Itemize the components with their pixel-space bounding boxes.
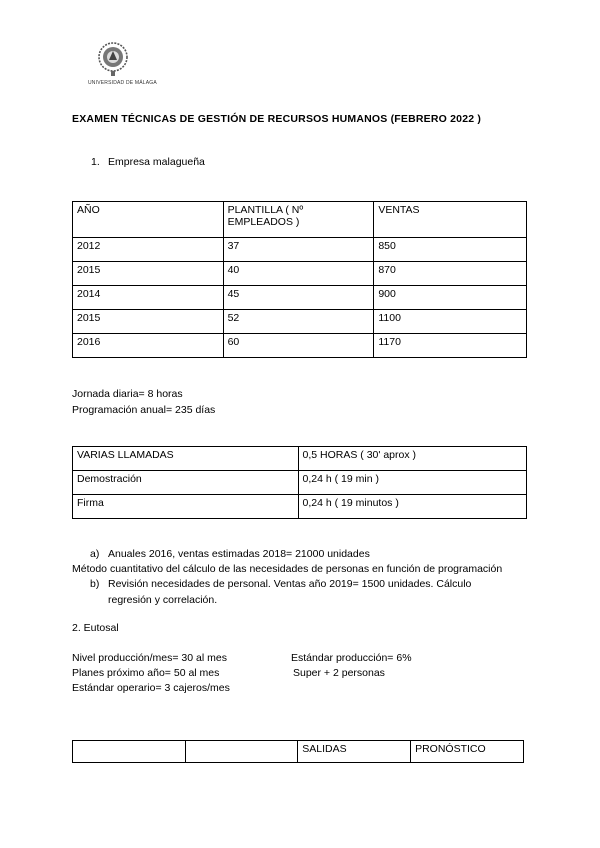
table-cell: 850 <box>374 238 527 262</box>
table-cell: 52 <box>223 310 374 334</box>
table-cell: 2014 <box>73 286 224 310</box>
planes-text: Planes próximo año= 50 al mes <box>72 667 220 679</box>
table-row <box>73 447 527 471</box>
item-b-line1: Revisión necesidades de personal. Ventas año 2019= 1500 unidades. Cálculo <box>108 578 472 590</box>
item-a-label: a) <box>90 548 100 560</box>
table-cell: Demostración <box>73 471 299 495</box>
item-a-text: Anuales 2016, ventas estimadas 2018= 21000 unidades <box>108 548 370 560</box>
super-text: Super + 2 personas <box>293 667 385 679</box>
table-cell: 60 <box>223 334 374 358</box>
table-row <box>73 495 527 519</box>
table-header-row <box>73 741 524 763</box>
table-row <box>73 471 527 495</box>
logo-caption: UNIVERSIDAD DE MÁLAGA <box>88 80 157 86</box>
item-b-label: b) <box>90 578 100 590</box>
estandar-produccion-text: Estándar producción= 6% <box>291 652 412 664</box>
estandar-operario-text: Estándar operario= 3 cajeros/mes <box>72 682 230 694</box>
table-cell: 40 <box>223 262 374 286</box>
programacion-text: Programación anual= 235 días <box>72 404 216 416</box>
table-cell: 0,24 h ( 19 min ) <box>298 471 526 495</box>
table-header-row <box>73 202 527 238</box>
table-cell: 2015 <box>73 310 224 334</box>
table-cell: 2012 <box>73 238 224 262</box>
item-b-line2: regresión y correlación. <box>108 594 218 606</box>
jornada-text: Jornada diaria= 8 horas <box>72 388 183 400</box>
university-seal-icon <box>97 40 129 78</box>
table-cell: 1170 <box>374 334 527 358</box>
table-row <box>73 310 527 334</box>
table-cell: Firma <box>73 495 299 519</box>
table-cell: 45 <box>223 286 374 310</box>
table-cell: 0,5 HORAS ( 30' aprox ) <box>298 447 526 471</box>
forecast-table <box>72 740 524 763</box>
header-cell: PLANTILLA ( Nº EMPLEADOS ) <box>223 202 374 238</box>
header-cell-pronostico: PRONÓSTICO <box>411 741 524 763</box>
metodo-text: Método cuantitativo del cálculo de las necesidades de personas en función de programación <box>72 563 503 575</box>
table-cell: 0,24 h ( 19 minutos ) <box>298 495 526 519</box>
header-cell-empty <box>73 741 186 763</box>
sales-table <box>72 201 527 358</box>
table-cell: 2016 <box>73 334 224 358</box>
section1-heading: Empresa malagueña <box>108 156 205 168</box>
section2-heading: 2. Eutosal <box>72 622 119 634</box>
header-cell-salidas: SALIDAS <box>298 741 411 763</box>
header-cell: AÑO <box>73 202 224 238</box>
header-cell-empty <box>185 741 298 763</box>
table-cell: VARIAS LLAMADAS <box>73 447 299 471</box>
table-cell: 37 <box>223 238 374 262</box>
times-table <box>72 446 527 519</box>
table-cell: 2015 <box>73 262 224 286</box>
section1-number: 1. <box>91 156 100 168</box>
table-cell: 870 <box>374 262 527 286</box>
table-row <box>73 286 527 310</box>
nivel-produccion-text: Nivel producción/mes= 30 al mes <box>72 652 227 664</box>
table-row <box>73 262 527 286</box>
university-logo <box>88 40 157 96</box>
table-cell: 1100 <box>374 310 527 334</box>
table-row <box>73 238 527 262</box>
document-title: EXAMEN TÉCNICAS DE GESTIÓN DE RECURSOS HUMANOS (FEBRERO 2022 ) <box>72 113 482 125</box>
table-cell: 900 <box>374 286 527 310</box>
table-row <box>73 334 527 358</box>
header-cell: VENTAS <box>374 202 527 238</box>
